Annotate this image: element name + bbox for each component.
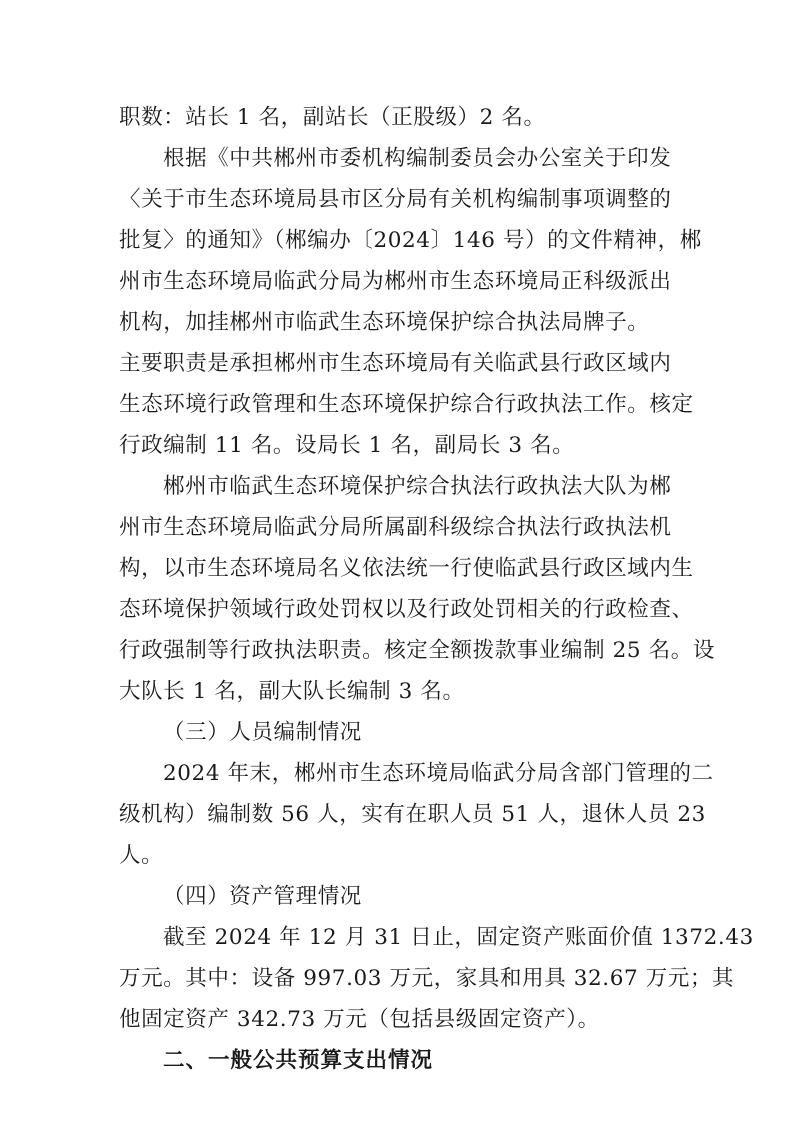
text-line: 万元。其中：设备 997.03 万元，家具和用具 32.67 万元；其: [119, 966, 735, 991]
text-line: 州市生态环境局临武分局为郴州市生态环境局正科级派出: [119, 269, 672, 294]
section-heading-staffing: （三）人员编制情况: [163, 720, 362, 745]
text-line: 州市生态环境局临武分局所属副科级综合执法行政执法机: [119, 515, 672, 540]
paragraph-first-line: 截至 2024 年 12 月 31 日止，固定资产账面价值 1372.43: [163, 925, 754, 950]
text-line: 他固定资产 342.73 万元（包括县级固定资产）。: [119, 1007, 600, 1032]
text-line: 批复〉的通知》（郴编办〔2024〕146 号）的文件精神，郴: [119, 228, 702, 253]
section-heading-budget: 二、一般公共预算支出情况: [163, 1048, 434, 1073]
paragraph-first-line: 根据《中共郴州市委机构编制委员会办公室关于印发: [163, 146, 672, 171]
text-line: 人。: [119, 843, 164, 868]
text-line: 级机构）编制数 56 人，实有在职人员 51 人，退休人员 23: [119, 802, 706, 827]
text-line: 职数：站长 1 名，副站长（正股级）2 名。: [119, 105, 546, 130]
text-line: 生态环境行政管理和生态环境保护综合行政执法工作。核定: [119, 392, 694, 417]
paragraph-first-line: 郴州市临武生态环境保护综合执法行政执法大队为郴: [163, 474, 672, 499]
section-heading-assets: （四）资产管理情况: [163, 884, 362, 909]
text-line: 态环境保护领域行政处罚权以及行政处罚相关的行政检查、: [119, 597, 694, 622]
text-line: 〈关于市生态环境局县市区分局有关机构编制事项调整的: [119, 187, 672, 212]
text-line: 构，以市生态环境局名义依法统一行使临武县行政区域内生: [119, 556, 694, 581]
text-line: 机构，加挂郴州市临武生态环境保护综合执法局牌子。: [119, 310, 650, 335]
text-line: 行政强制等行政执法职责。核定全额拨款事业编制 25 名。设: [119, 638, 715, 663]
paragraph-first-line: 2024 年末，郴州市生态环境局临武分局含部门管理的二: [163, 761, 714, 786]
text-line: 行政编制 11 名。设局长 1 名，副局长 3 名。: [119, 433, 575, 458]
text-line: 主要职责是承担郴州市生态环境局有关临武县行政区域内: [119, 351, 672, 376]
text-line: 大队长 1 名，副大队长编制 3 名。: [119, 679, 465, 704]
